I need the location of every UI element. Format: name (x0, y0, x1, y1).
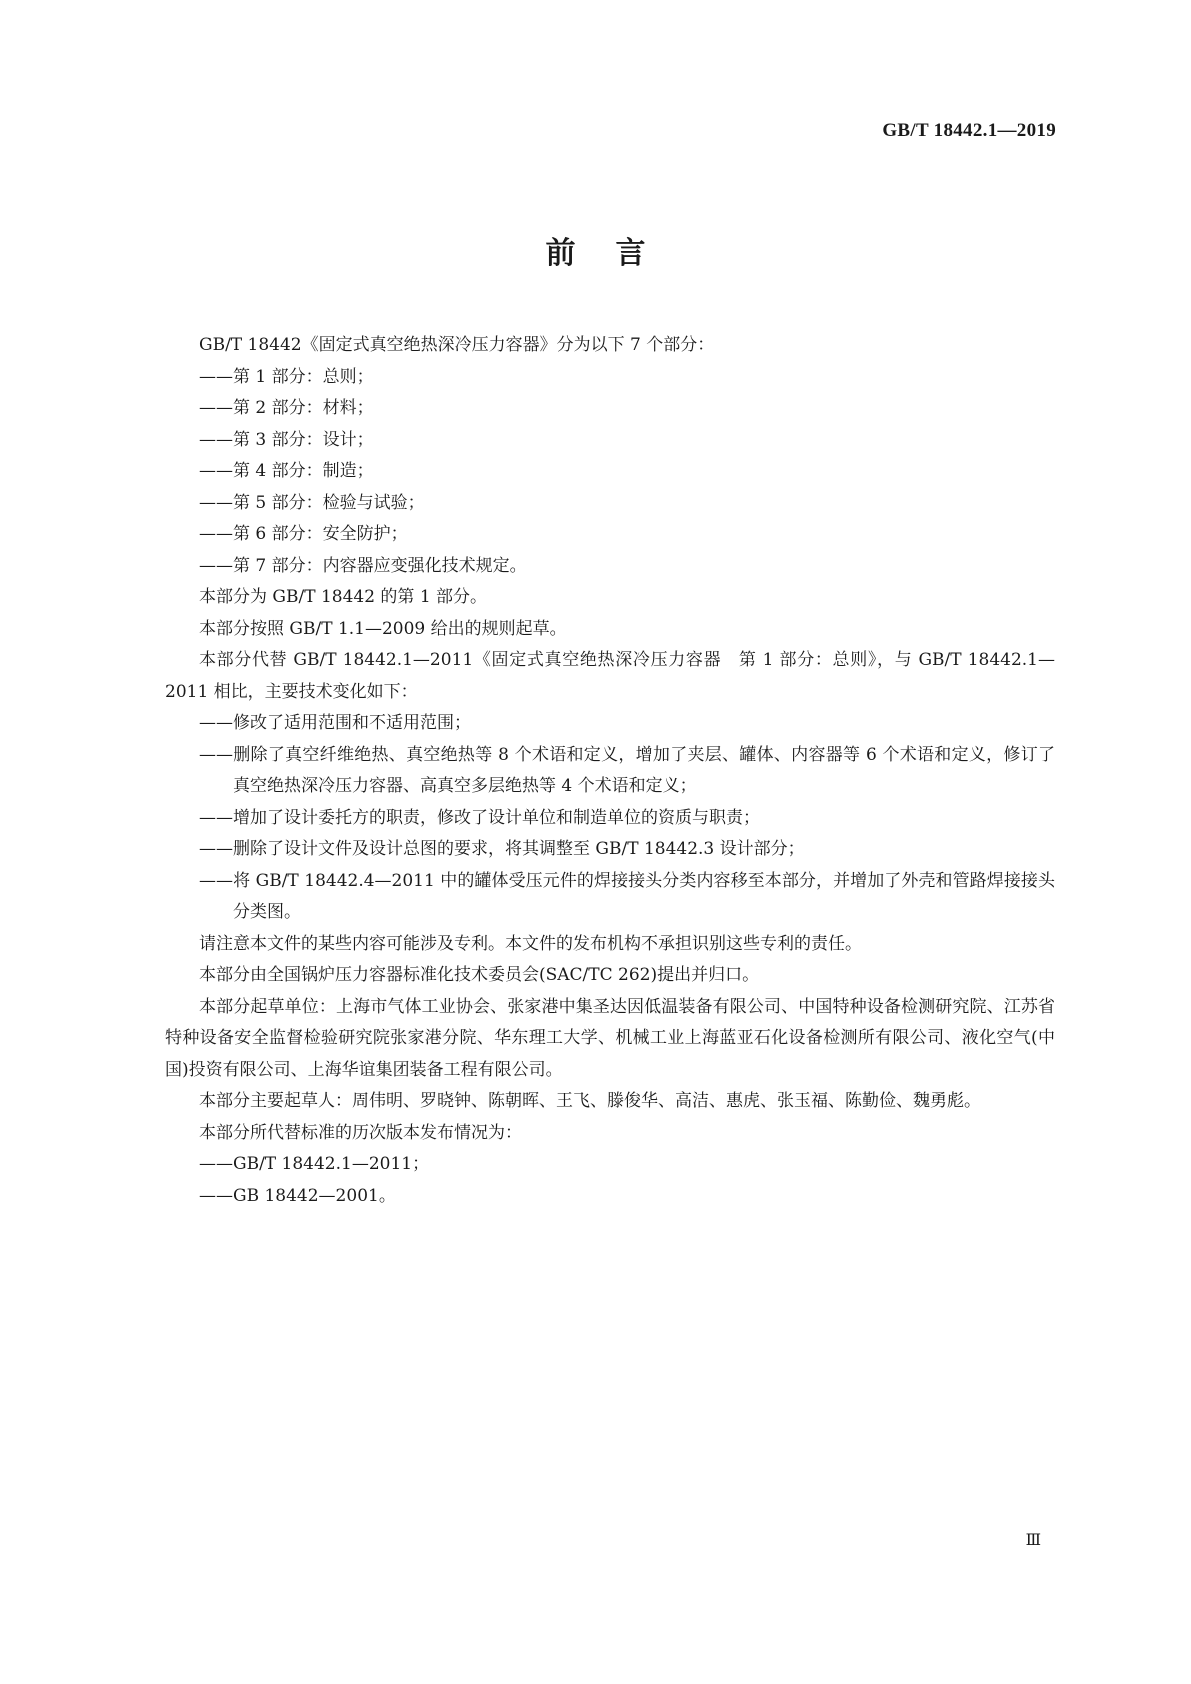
page-title: 前言 (545, 236, 686, 271)
drafters-paragraph: 本部分主要起草人：周伟明、罗晓钟、陈朝晖、王飞、滕俊华、高洁、惠虎、张玉福、陈勤俭、魏勇彪。 (199, 1091, 981, 1111)
proposed-paragraph: 本部分由全国锅炉压力容器标准化技术委员会(SAC/TC 262)提出并归口。 (199, 965, 760, 985)
standard-number: GB/T 18442.1—2019 (882, 120, 1056, 141)
part-list-item: ——第 5 部分：检验与试验； (199, 492, 425, 513)
patent-paragraph: 请注意本文件的某些内容可能涉及专利。本文件的发布机构不承担识别这些专利的责任。 (199, 933, 862, 954)
change-list-item: ——增加了设计委托方的职责，修改了设计单位和制造单位的资质与职责； (199, 807, 760, 828)
document-body (165, 330, 1055, 1212)
change-list-item: ——删除了设计文件及设计总图的要求，将其调整至 GB/T 18442.3 设计部分； (199, 839, 805, 859)
page-number: Ⅲ (1025, 1532, 1041, 1549)
part-list-item: ——第 7 部分：内容器应变强化技术规定。 (199, 555, 527, 576)
drafting-units-paragraph: 本部分起草单位：上海市气体工业协会、张家港中集圣达因低温装备有限公司、中国特种设备检测研究院、江苏省特种设备安全监督检验研究院张家港分院、华东理工大学、机械工业上海蓝亚石化设备检测所有限公司、液化空气(中国)投资有限公司、上海华谊集团装备工程有限公司。 (165, 996, 1055, 1080)
part-list-item: ——第 2 部分：材料； (199, 398, 374, 418)
replaces-paragraph: 本部分代替 GB/T 18442.1—2011《固定式真空绝热深冷压力容器 第 1 部分：总则》，与 GB/T 18442.1—2011 相比，主要技术变化如下： (165, 650, 1055, 702)
change-list-item: ——将 GB/T 18442.4—2011 中的罐体受压元件的焊接接头分类内容移至本部分，并增加了外壳和管路焊接接头分类图。 (199, 870, 1055, 922)
history-list-item: ——GB 18442—2001。 (199, 1185, 396, 1206)
part-of-paragraph: 本部分为 GB/T 18442 的第 1 部分。 (199, 587, 488, 607)
part-list-item: ——第 4 部分：制造； (199, 461, 374, 481)
intro-paragraph: GB/T 18442《固定式真空绝热深冷压力容器》分为以下 7 个部分： (199, 335, 715, 355)
change-list-item: ——修改了适用范围和不适用范围； (199, 713, 471, 733)
history-list-item: ——GB/T 18442.1—2011； (199, 1154, 430, 1174)
part-list-item: ——第 6 部分：安全防护； (199, 524, 408, 544)
part-list-item: ——第 1 部分：总则； (199, 366, 374, 387)
history-paragraph: 本部分所代替标准的历次版本发布情况为： (199, 1122, 522, 1143)
change-list-item: ——删除了真空纤维绝热、真空绝热等 8 个术语和定义，增加了夹层、罐体、内容器等 6 个术语和定义，修订了真空绝热深冷压力容器、高真空多层绝热等 4 个术语和定义； (199, 744, 1055, 796)
part-list-item: ——第 3 部分：设计； (199, 429, 374, 450)
drafting-rules-paragraph: 本部分按照 GB/T 1.1—2009 给出的规则起草。 (199, 618, 567, 639)
